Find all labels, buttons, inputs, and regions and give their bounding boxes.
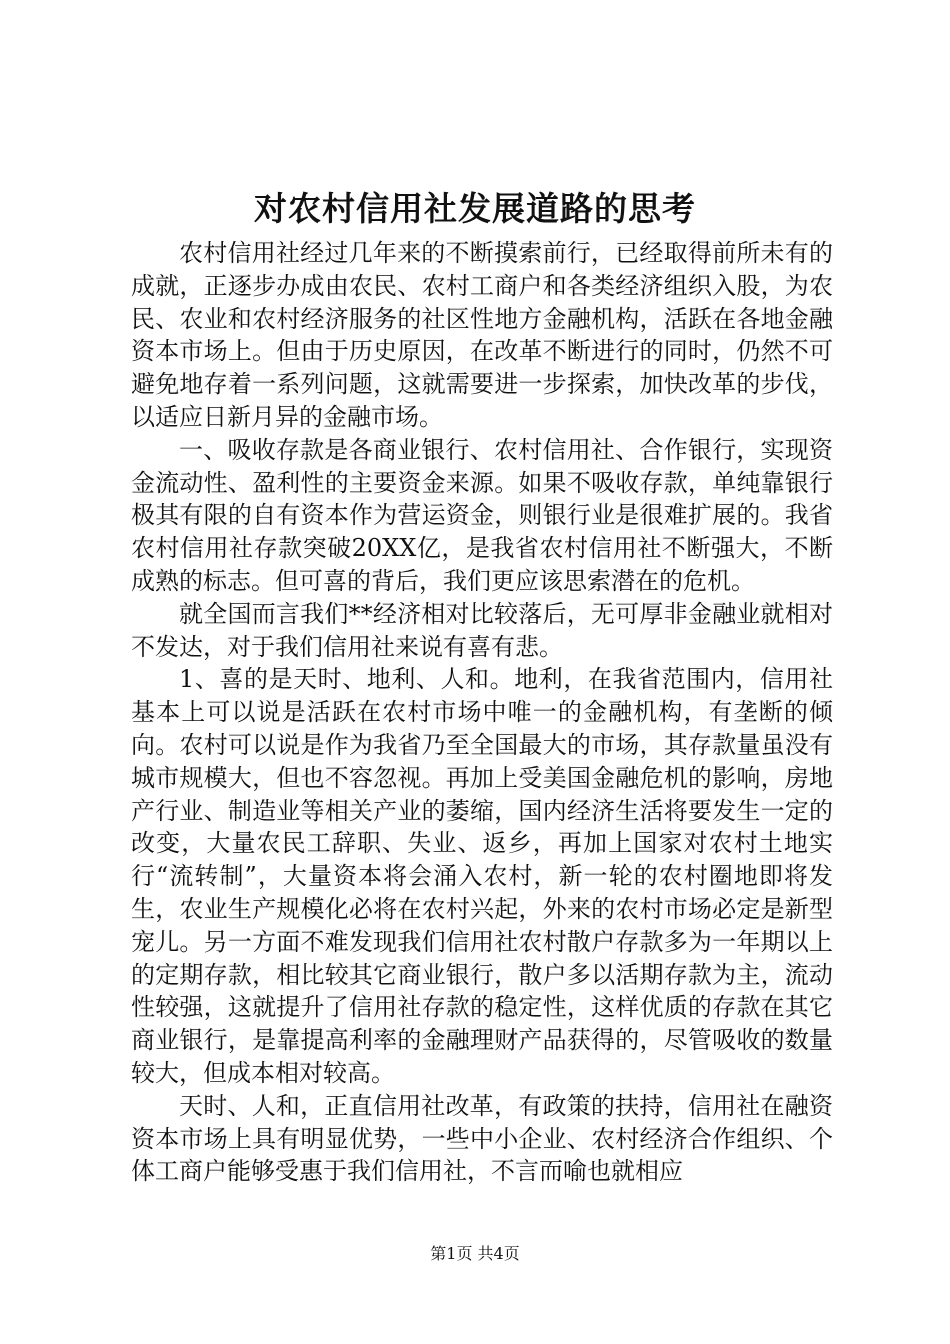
paragraph-section-one: 一、吸收存款是各商业银行、农村信用社、合作银行，实现资金流动性、盈利性的主要资金来源。如果不吸收存款，单纯靠银行极其有限的自有资本作为营运资金，则银行业是很难扩展的。我省农村信用社存款突破20XX亿，是我省农村信用社不断强大，不断成熟的标志。但可喜的背后，我们更应该思索潜在的危机。 <box>131 435 833 595</box>
document-title: 对农村信用社发展道路的思考 <box>254 189 696 228</box>
paragraph-national-view: 就全国而言我们**经济相对比较落后，无可厚非金融业就相对不发达，对于我们信用社来说有喜有悲。 <box>131 599 833 661</box>
paragraph-intro: 农村信用社经过几年来的不断摸索前行，已经取得前所未有的成就，正逐步办成由农民、农村工商户和各类经济组织入股，为农民、农业和农村经济服务的社区性地方金融机构，活跃在各地金融资本市场上。但由于历史原因，在改革不断进行的同时，仍然不可避免地存着一系列问题，这就需要进一步探索，加快改革的步伐，以适应日新月异的金融市场。 <box>131 239 833 431</box>
paragraph-timing-harmony: 天时、人和，正直信用社改革，有政策的扶持，信用社在融资资本市场上具有明显优势，一些中小企业、农村经济合作组织、个体工商户能够受惠于我们信用社，不言而喻也就相应 <box>131 1091 833 1186</box>
document-body <box>131 237 833 1188</box>
page-footer: 第1页 共4页 <box>430 1244 520 1263</box>
paragraph-point-one: 1、喜的是天时、地利、人和。地利，在我省范围内，信用社基本上可以说是活跃在农村市场中唯一的金融机构，有垄断的倾向。农村可以说是作为我省乃至全国最大的市场，其存款量虽没有城市规模大，但也不容忽视。再加上受美国金融危机的影响，房地产行业、制造业等相关产业的萎缩，国内经济生活将要发生一定的改变，大量农民工辞职、失业、返乡，再加上国家对农村土地实行“流转制”，大量资本将会涌入农村，新一轮的农村圈地即将发生，农业生产规模化必将在农村兴起，外来的农村市场必定是新型宠儿。另一方面不难发现我们信用社农村散户存款多为一年期以上的定期存款，相比较其它商业银行，散户多以活期存款为主，流动性较强，这就提升了信用社存款的稳定性，这样优质的存款在其它商业银行，是靠提高利率的金融理财产品获得的，尽管吸收的数量较大，但成本相对较高。 <box>131 665 833 1087</box>
